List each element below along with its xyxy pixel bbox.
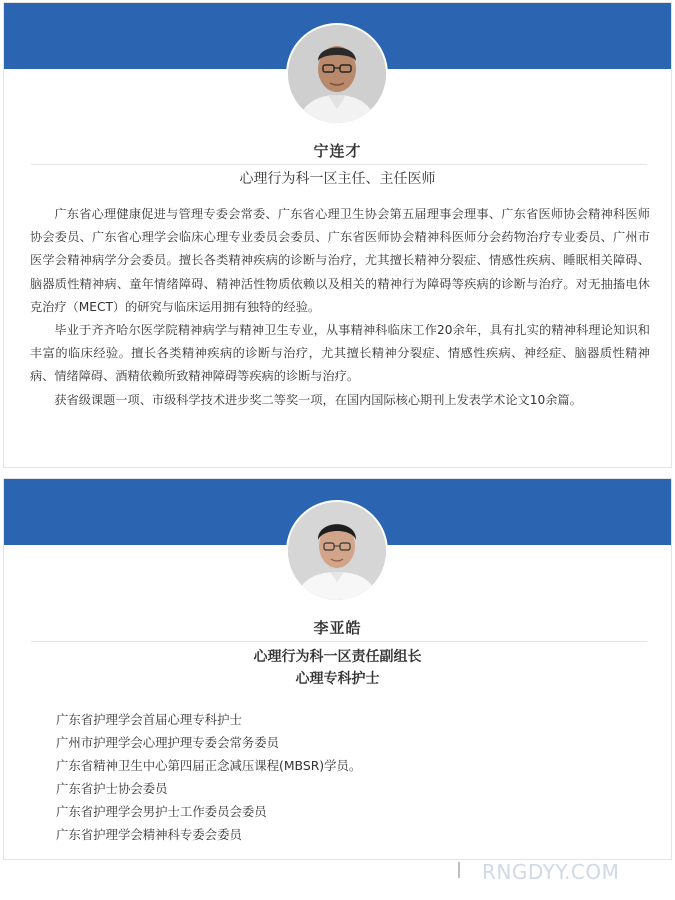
doctor-title: 心理行为科一区主任、主任医师 <box>239 171 436 187</box>
list-item: 广东省护士协会委员 <box>56 781 168 796</box>
avatar <box>288 25 386 123</box>
list-item: 广东省护理学会男护士工作委员会委员 <box>56 804 267 819</box>
divider <box>31 641 647 642</box>
list-item: 广州市护理学会心理护理专委会常务委员 <box>56 735 280 750</box>
profile-card-1 <box>3 2 672 468</box>
bio-paragraph: 毕业于齐齐哈尔医学院精神病学与精神卫生专业，从事精神科临床工作20余年，具有扎实的精神科理论知识和丰富的临床经验。擅长各类精神疾病的诊断与治疗，尤其擅长精神分裂症、情感性疾病、神经症、脑器质性精神病、情绪障碍、酒精依赖所致精神障碍等疾病的诊断与治疗。 <box>30 323 650 384</box>
avatar <box>288 502 386 600</box>
bio-paragraph: 广东省心理健康促进与管理专委会常委、广东省心理卫生协会第五届理事会理事、广东省医师协会精神科医师协会委员、广东省心理学会临床心理专业委员会委员、广东省医师协会精神科医师分会药物治疗专业委员、广州市医学会精神病学分会委员。擅长各类精神疾病的诊断与治疗，尤其擅长精神分裂症、情感性疾病、睡眠相关障碍、脑器质性精神病、童年情绪障碍、精神活性物质依赖以及相关的精神行为障碍等疾病的诊断与治疗。对无抽搐电休克治疗（MECT）的研究与临床运用拥有独特的经验。 <box>30 207 650 314</box>
nurse-title-line-1: 心理行为科一区责任副组长 <box>253 649 422 665</box>
doctor-bio <box>30 203 650 412</box>
profile-card-2 <box>3 478 672 860</box>
watermark-separator <box>458 862 460 878</box>
portrait-photo-icon <box>288 25 386 123</box>
list-item: 广东省护理学会精神科专委会委员 <box>56 827 242 842</box>
doctor-name: 宁连才 <box>313 142 362 160</box>
divider <box>31 164 647 165</box>
bio-paragraph: 获省级课题一项、市级科学技术进步奖二等奖一项，在国内国际核心期刊上发表学术论文10余篇。 <box>54 392 582 407</box>
list-item: 广东省护理学会首届心理专科护士 <box>56 712 242 727</box>
nurse-name: 李亚皓 <box>313 619 362 637</box>
credential-list <box>56 708 636 846</box>
list-item: 广东省精神卫生中心第四届正念减压课程(MBSR)学员。 <box>56 758 362 773</box>
watermark: RNGDYY.COM <box>482 860 620 884</box>
portrait-photo-icon <box>288 502 386 600</box>
nurse-title-line-2: 心理专科护士 <box>295 671 380 687</box>
